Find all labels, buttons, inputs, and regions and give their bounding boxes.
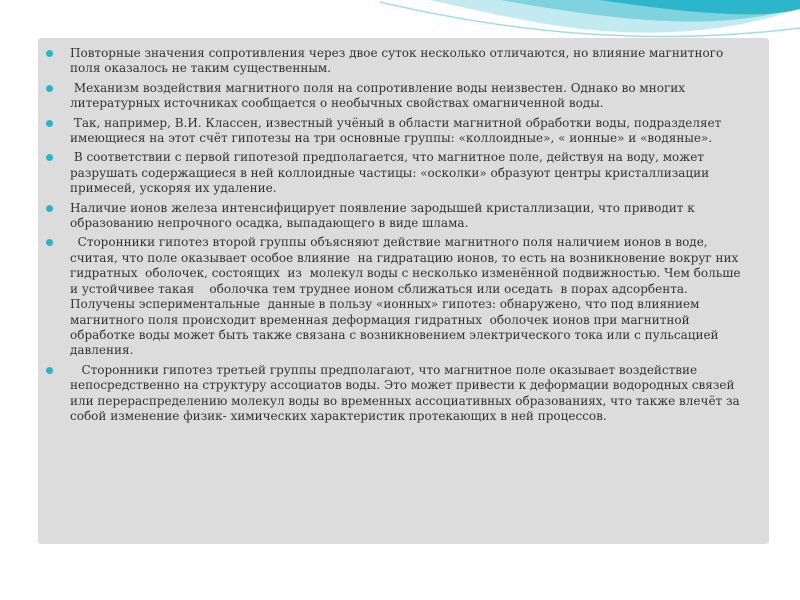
content-box: [38, 38, 769, 544]
bullet-text: Так, например, В.И. Классен, известный учёный в области магнитной обработки воды, подразделяет имеющиеся на этот счёт гипотезы на три основные группы: «коллоидные», « ионные» и «водяные».: [70, 115, 726, 146]
bullet-text: Наличие ионов железа интенсифицирует появление зародышей кристаллизации, что приводит к образованию непрочного осадка, выпадающего в виде шлама.: [70, 200, 699, 231]
bullet-text: Механизм воздействия магнитного поля на сопротивление воды неизвестен. Однако во многих литературных источниках сообщается о необычных свойствах омагниченной воды.: [70, 80, 689, 111]
bullet-dot-icon: [46, 239, 53, 246]
bullet-item: [70, 363, 746, 425]
bullet-text: Повторные значения сопротивления через двое суток несколько отличаются, но влияние магнитного поля оказалось не таким существенным.: [70, 46, 728, 76]
bullet-list: [70, 46, 746, 428]
bullet-dot-icon: [46, 367, 53, 374]
bullet-dot-icon: [46, 50, 53, 57]
bullet-text: Сторонники гипотез третьей группы предполагают, что магнитное поле оказывает воздействие непосредственно на структуру ассоциатов воды. Это может привести к деформации водородных связей или перераспределению молекул воды во временных ассоциативных образованиях, что также влечёт за собой изменение физик- химических характеристик протекающих в ней процессов.: [70, 362, 744, 423]
bullet-dot-icon: [46, 205, 53, 212]
bullet-text: В соответствии с первой гипотезой предполагается, что магнитное поле, действуя на воду, может разрушать содержащиеся в ней коллоидные частицы: «осколки» образуют центры кристаллизации примесей, ускоряя их удаление.: [70, 150, 713, 196]
bullet-item: [70, 201, 746, 232]
bullet-dot-icon: [46, 154, 53, 161]
bullet-text: Сторонники гипотез второй группы объясняют действие магнитного поля наличием ионов в воде, считая, что поле оказывает особое влияние на гидратацию ионов, то есть на возникновение вокруг них гидратных оболочек, состоящих из молекул воды с несколько изменённой подвижностью. Чем больше и устойчивее такая оболочка тем труднее ионом сближаться или оседать в порах адсорбента. Получены эспериментальные данные в пользу «ионных» гипотез: обнаружено, что под влиянием магнитного поля происходит временная деформация гидратных оболочек ионов при магнитной обработке воды может быть также связана с возникновением электрического тока или с пульсацией давления.: [70, 235, 745, 358]
bullet-item: [70, 81, 746, 112]
bullet-item: [70, 46, 746, 77]
bullet-dot-icon: [46, 85, 53, 92]
bullet-dot-icon: [46, 120, 53, 127]
bullet-item: [70, 235, 746, 358]
bullet-item: [70, 116, 746, 147]
bullet-item: [70, 150, 746, 196]
